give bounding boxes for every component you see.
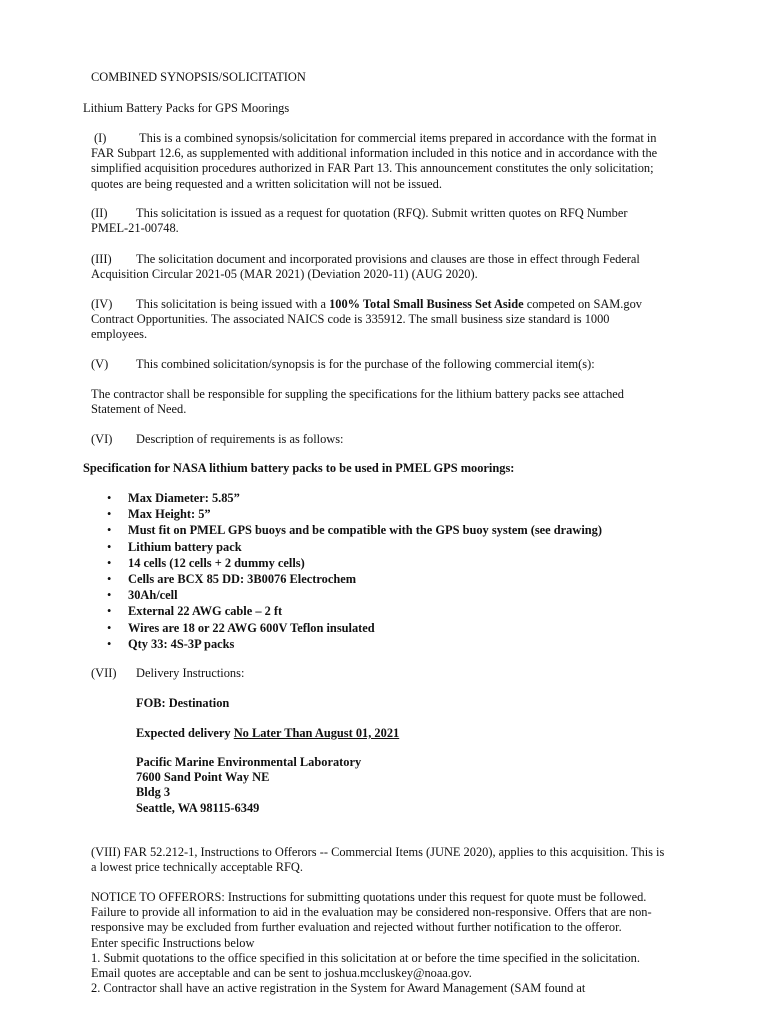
spec-item-text: 14 cells (12 cells + 2 dummy cells) — [128, 555, 305, 570]
bullet-icon: • — [107, 539, 112, 554]
section-7 — [91, 666, 244, 681]
spec-item — [90, 555, 602, 571]
section-8-line-2: a lowest price technically acceptable RFQ. — [91, 860, 303, 875]
section-6 — [91, 432, 344, 447]
section-4 — [91, 297, 642, 343]
section-7-number: (VII) — [91, 666, 117, 680]
spec-item-text: Max Height: 5” — [128, 507, 211, 522]
notice-line-1: NOTICE TO OFFERORS: Instructions for submitting quotations under this request for quote must be followed. — [91, 890, 647, 904]
spec-item-text: Must fit on PMEL GPS buoys and be compatible with the GPS buoy system (see drawing) — [128, 523, 602, 538]
section-1-line-4: quotes are being requested and a written solicitation will not be issued. — [91, 176, 442, 191]
spec-item — [90, 603, 602, 619]
delivery-address — [136, 755, 361, 816]
section-3-line-1: The solicitation document and incorporated provisions and clauses are those in effect through Federal — [136, 252, 640, 266]
section-4-line-2: Contract Opportunities. The associated NAICS code is 335912. The small business size standard is 1000 — [91, 312, 610, 327]
fob-destination: FOB: Destination — [136, 696, 230, 710]
notice-line-4: Enter specific Instructions below — [91, 935, 255, 950]
spec-item-text: Lithium battery pack — [128, 539, 242, 554]
contractor-note — [91, 387, 624, 417]
notice-line-6: Email quotes are acceptable and can be sent to joshua.mccluskey@noaa.gov. — [91, 966, 472, 981]
contractor-note-line-2: Statement of Need. — [91, 402, 187, 417]
section-4-number: (IV) — [91, 297, 113, 311]
spec-item — [90, 490, 602, 506]
spec-item-text: External 22 AWG cable – 2 ft — [128, 604, 283, 619]
notice-line-2: Failure to provide all information to aid in the evaluation may be considered non-responsive. Offers that are non- — [91, 905, 652, 920]
expected-delivery — [136, 726, 399, 741]
bullet-icon: • — [107, 555, 112, 570]
spec-item-text: 30Ah/cell — [128, 588, 178, 603]
document-title: COMBINED SYNOPSIS/SOLICITATION — [91, 70, 306, 84]
spec-item — [90, 587, 602, 603]
section-6-number: (VI) — [91, 432, 113, 446]
address-line-4: Seattle, WA 98115-6349 — [136, 800, 260, 815]
bullet-icon: • — [107, 523, 112, 538]
section-7-text: Delivery Instructions: — [136, 666, 245, 680]
notice-to-offerors — [91, 890, 652, 996]
spec-item — [90, 636, 602, 652]
set-aside-label: 100% Total Small Business Set Aside — [329, 297, 524, 311]
section-8-line-1: (VIII) FAR 52.212-1, Instructions to Offerors -- Commercial Items (JUNE 2020), applies to this acquisition. This is — [91, 845, 665, 859]
section-1-number: (I) — [94, 131, 107, 145]
notice-line-7: 2. Contractor shall have an active registration in the System for Award Management (SAM found at — [91, 981, 586, 996]
spec-item — [90, 539, 602, 555]
spec-item-text: Wires are 18 or 22 AWG 600V Teflon insulated — [128, 620, 375, 635]
section-3-line-2: Acquisition Circular 2021-05 (MAR 2021) (Deviation 2020-11) (AUG 2020). — [91, 267, 478, 282]
bullet-icon: • — [107, 604, 112, 619]
section-8 — [91, 845, 664, 875]
section-2 — [91, 206, 627, 236]
spec-item-text: Cells are BCX 85 DD: 3B0076 Electrochem — [128, 571, 357, 586]
section-5 — [91, 357, 595, 372]
expected-delivery-label: Expected delivery — [136, 726, 234, 740]
expected-delivery-date: No Later Than August 01, 2021 — [233, 726, 400, 740]
address-line-2: 7600 Sand Point Way NE — [136, 770, 270, 785]
section-1-line-3: simplified acquisition procedures authorized in FAR Part 13. This announcement constitutes the only solicitation; — [91, 161, 654, 176]
section-2-line-2: PMEL-21-00748. — [91, 221, 179, 236]
section-3 — [91, 252, 640, 282]
bullet-icon: • — [107, 588, 112, 603]
bullet-icon: • — [107, 491, 112, 505]
spec-item — [90, 522, 602, 538]
notice-line-5: 1. Submit quotations to the office specified in this solicitation at or before the time specified in the solicitation. — [91, 950, 640, 965]
section-4-line-1-post: competed on SAM.gov — [523, 297, 642, 311]
section-4-line-1-pre: This solicitation is being issued with a — [136, 297, 330, 311]
spec-item — [90, 571, 602, 587]
address-line-1: Pacific Marine Environmental Laboratory — [136, 755, 362, 769]
section-5-text: This combined solicitation/synopsis is for the purchase of the following commercial item(s): — [136, 357, 595, 371]
spec-item — [90, 506, 602, 522]
document-subject: Lithium Battery Packs for GPS Moorings — [83, 101, 290, 115]
section-6-text: Description of requirements is as follows: — [136, 432, 344, 446]
section-1-line-1: This is a combined synopsis/solicitation for commercial items prepared in accordance with the format in — [139, 131, 657, 145]
bullet-icon: • — [107, 636, 112, 651]
section-1-line-2: FAR Subpart 12.6, as supplemented with additional information included in this notice and in accordance with the — [91, 146, 658, 161]
section-1 — [91, 131, 657, 192]
section-5-number: (V) — [91, 357, 109, 371]
section-4-line-3: employees. — [91, 327, 148, 342]
notice-line-3: responsive may be excluded from further evaluation and rejected without further notification to the offeror. — [91, 920, 622, 935]
spec-list — [90, 490, 602, 652]
bullet-icon: • — [107, 507, 112, 522]
spec-item-text: Max Diameter: 5.85” — [128, 491, 240, 505]
contractor-note-line-1: The contractor shall be responsible for suppling the specifications for the lithium battery packs see attached — [91, 387, 624, 401]
address-line-3: Bldg 3 — [136, 785, 171, 800]
section-3-number: (III) — [91, 252, 112, 266]
spec-item — [90, 620, 602, 636]
spec-item-text: Qty 33: 4S-3P packs — [128, 636, 235, 651]
spec-heading: Specification for NASA lithium battery packs to be used in PMEL GPS moorings: — [83, 461, 515, 475]
section-2-line-1: This solicitation is issued as a request for quotation (RFQ). Submit written quotes on RFQ Number — [136, 206, 628, 220]
bullet-icon: • — [107, 571, 112, 586]
bullet-icon: • — [107, 620, 112, 635]
section-2-number: (II) — [91, 206, 108, 220]
